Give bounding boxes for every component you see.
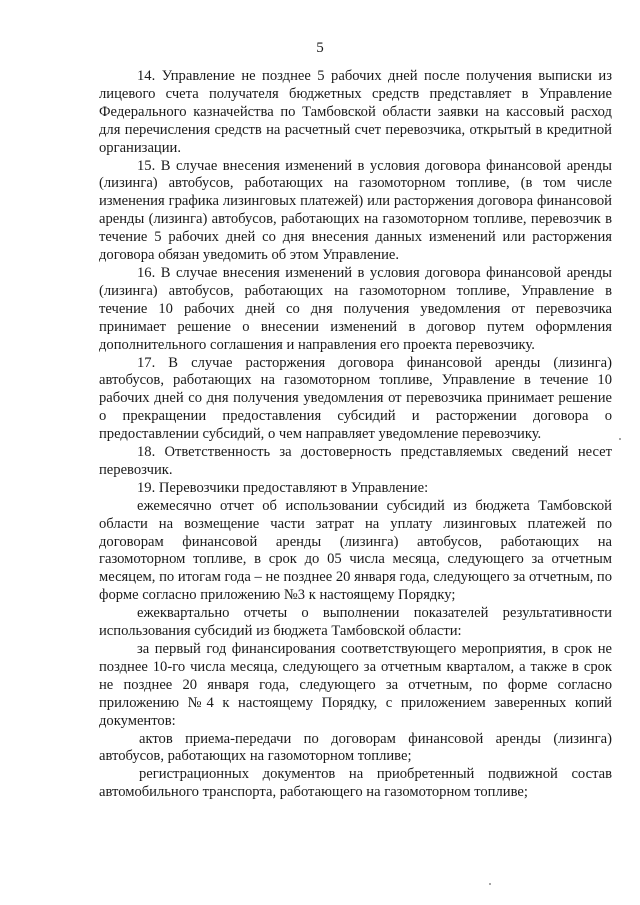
- paragraph-18: 18. Ответственность за достоверность представляемых сведений несет перевозчик.: [99, 444, 612, 478]
- paragraph-first-year: за первый год финансирования соответствующего мероприятия, в срок не позднее 10-го числа месяца, следующего за отчетным кварталом, а также в срок не позднее 20 января года, следующего за отчетным, по форме согласно приложению №4 к настоящему Порядку, с приложением заверенных копий документов:: [99, 641, 612, 729]
- paragraph-registration-docs: регистрационных документов на приобретенный подвижной состав автомобильного транспорта, работающего на газомоторном топливе;: [99, 766, 612, 801]
- document-body: [99, 68, 612, 802]
- paragraph-19: 19. Перевозчики предоставляют в Управление:: [137, 479, 429, 496]
- paragraph-14: 14. Управление не позднее 5 рабочих дней после получения выписки из лицевого счета получателя бюджетных средств представляет в Управление Федерального казначейства по Тамбовской области заявки на кассовый расход для перечисления средств на расчетный счет перевозчика, открытый в кредитной организации.: [99, 68, 612, 156]
- paragraph-15: 15. В случае внесения изменений в условия договора финансовой аренды (лизинга) автобусов, работающих на газомоторном топливе, (в том числе изменения графика лизинговых платежей) или расторжения договора финансовой аренды (лизинга) автобусов, работающих на газомоторном топливе, перевозчик в течение 5 рабочих дней со дня внесения данных изменений или расторжения договора обязан уведомить об этом Управление.: [99, 157, 612, 264]
- paragraph-acts: актов приема-передачи по договорам финансовой аренды (лизинга) автобусов, работающих на газомоторном топливе;: [99, 730, 612, 765]
- paragraph-quarterly-reports: ежеквартально отчеты о выполнении показателей результативности использования субсидий из бюджета Тамбовской области:: [99, 605, 612, 640]
- paragraph-16: 16. В случае внесения изменений в условия договора финансовой аренды (лизинга) автобусов, работающих на газомоторном топливе, Управление в течение 10 рабочих дней со дня получения уведомления от перевозчика принимает решение о внесении изменений в договор путем оформления дополнительного соглашения и направления его проекта перевозчику.: [99, 264, 612, 353]
- page-number: 5: [316, 40, 324, 56]
- scan-speck: [619, 438, 621, 440]
- scan-speck: [489, 883, 491, 885]
- paragraph-17: 17. В случае расторжения договора финансовой аренды (лизинга) автобусов, работающих на газомоторном топливе, Управление в течение 10 рабочих дней со дня получения уведомления от перевозчика принимает решение о прекращении предоставления субсидий и расторжении договора о предоставлении субсидий, о чем направляет уведомление перевозчику.: [99, 354, 612, 443]
- paragraph-monthly-report: ежемесячно отчет об использовании субсидий из бюджета Тамбовской области на возмещение части затрат на уплату лизинговых платежей по договорам финансовой аренды (лизинга) автобусов, работающих на газомоторном топливе, в срок до 05 числа месяца, следующего за отчетным месяцем, по итогам года – не позднее 20 января года, следующего за отчетным, по форме согласно приложению №3 к настоящему Порядку;: [99, 497, 612, 604]
